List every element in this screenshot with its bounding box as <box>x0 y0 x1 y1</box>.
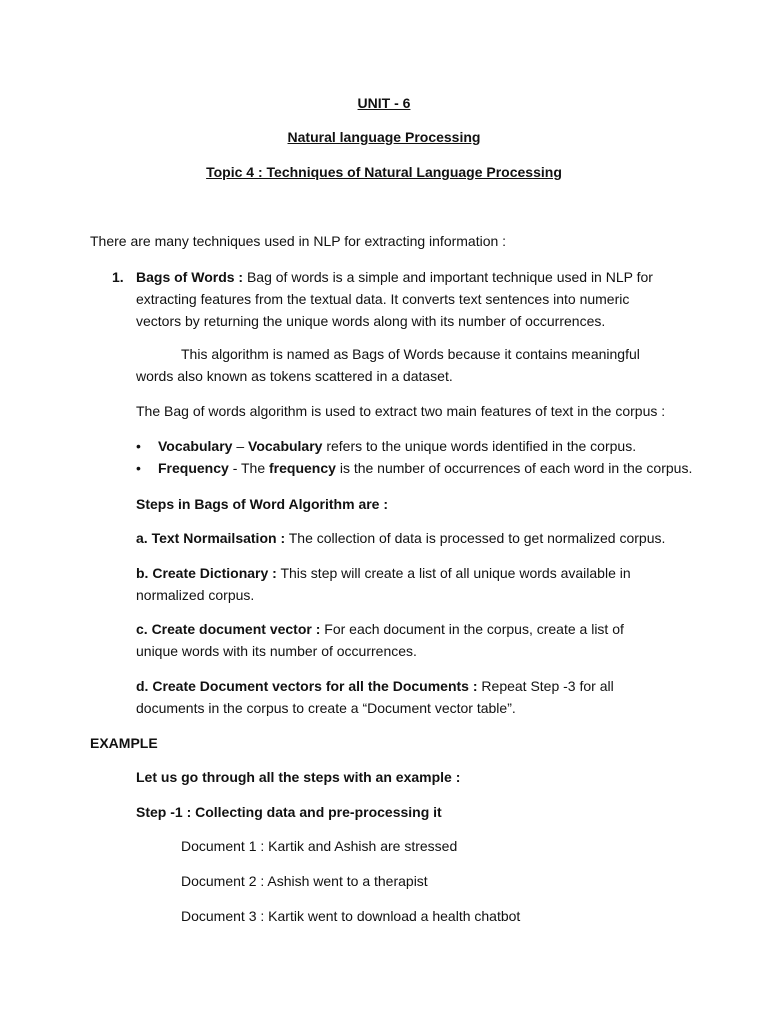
features-intro: The Bag of words algorithm is used to extract two main features of text in the corpus : <box>136 403 666 419</box>
unit-heading: UNIT - 6 <box>357 95 411 111</box>
section1-text: Bag of words is a simple and important technique used in NLP for extracting features from the textual data. It converts text sentences into numeric vectors by returning the unique words along with its number of occurrences. <box>136 269 653 329</box>
section-number: 1. <box>112 269 124 285</box>
step-d: d. Create Document vectors for all the Documents : Repeat Step -3 for all documents in the corpus to create a “Document vector table”. <box>136 678 614 716</box>
step-b: b. Create Dictionary : This step will create a list of all unique words available in normalized corpus. <box>136 565 631 603</box>
bullet-vocabulary: Vocabulary – Vocabulary refers to the unique words identified in the corpus. <box>158 438 637 454</box>
bullet-icon: • <box>136 438 141 454</box>
intro-text: There are many techniques used in NLP for extracting information : <box>90 233 507 249</box>
step-a: a. Text Normailsation : The collection of data is processed to get normalized corpus. <box>136 530 666 546</box>
naming-note: This algorithm is named as Bags of Words because it contains meaningful words also known as tokens scattered in a dataset. <box>136 346 640 384</box>
document-3: Document 3 : Kartik went to download a health chatbot <box>181 908 521 924</box>
section1-definition <box>136 266 676 332</box>
section1-title: Bags of Words : <box>136 269 244 285</box>
bullet-icon: • <box>136 460 141 476</box>
example-title: EXAMPLE <box>90 735 158 751</box>
steps-title: Steps in Bags of Word Algorithm are : <box>136 496 389 512</box>
example-intro: Let us go through all the steps with an example : <box>136 769 461 785</box>
topic-heading: Topic 4 : Techniques of Natural Language Processing <box>206 164 562 180</box>
example-step1: Step -1 : Collecting data and pre-processing it <box>136 804 442 820</box>
step-c: c. Create document vector : For each document in the corpus, create a list of unique words with its number of occurrences. <box>136 621 624 659</box>
document-2: Document 2 : Ashish went to a therapist <box>181 873 428 889</box>
document-1: Document 1 : Kartik and Ashish are stressed <box>181 838 458 854</box>
bullet-frequency: Frequency - The frequency is the number of occurrences of each word in the corpus. <box>158 460 693 476</box>
subject-heading: Natural language Processing <box>287 129 481 145</box>
